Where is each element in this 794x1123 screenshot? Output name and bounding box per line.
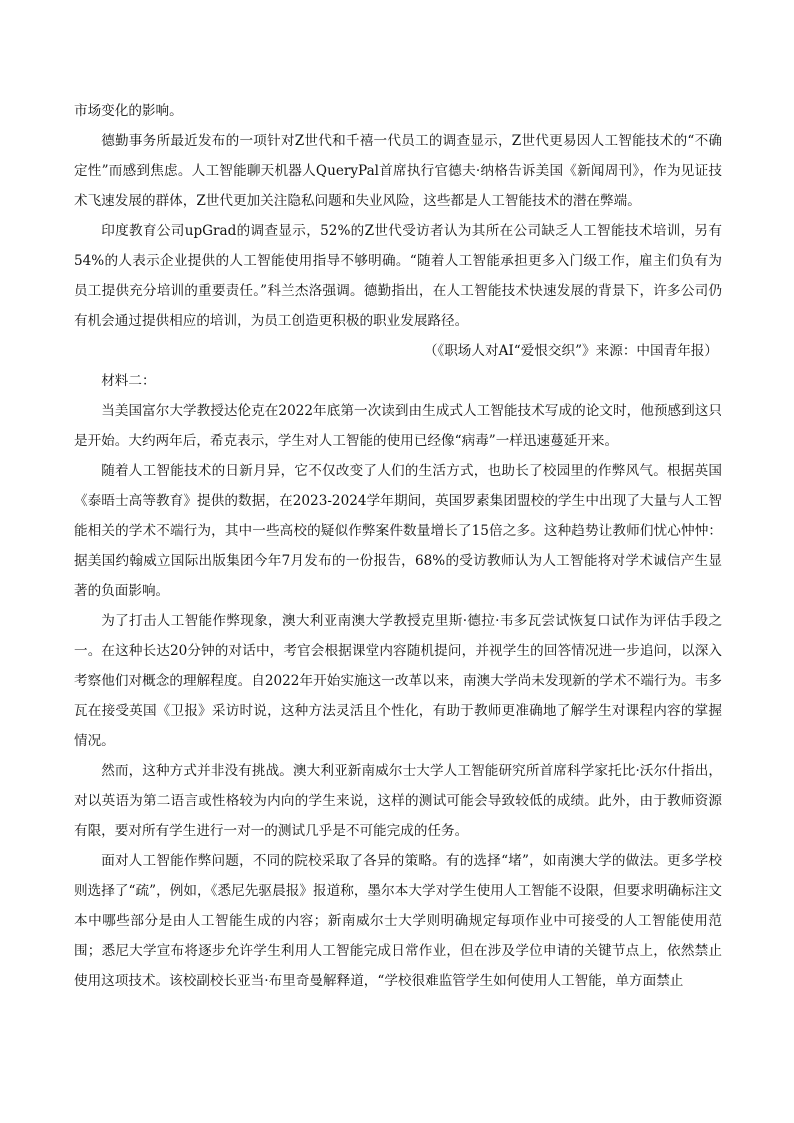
paragraph-deloitte: 德勤事务所最近发布的一项针对Z世代和千禧一代员工的调查显示，Z世代更易因人工智能技术的“不确定性”而感到焦虑。人工智能聊天机器人QueryPal首席执行官德夫·纳格告诉美国《新闻周刊》，作为见证技术飞速发展的群体，Z世代更加关注隐私问题和失业风险，这些都是人工智能技术的潜在弊端。 [74,133,722,209]
source-citation: （《职场人对AI“爱恨交织”》来源：中国青年报） [423,343,718,359]
paragraph-uk-data: 随着人工智能技术的日新月异，它不仅改变了人们的生活方式，也助长了校园里的作弊风气。根据英国《泰晤士高等教育》提供的数据，在2023-2024学年期间，英国罗素集团盟校的学生中出现了大量与人工智能相关的学术不端行为，其中一些高校的疑似作弊案件数量增长了15倍之多。这种趋势让教师们忧心忡忡：据美国约翰威立国际出版集团今年7月发布的一份报告，68%的受访教师认为人工智能将对学术诚信产生显著的负面影响。 [74,463,722,599]
material-two-label: 材料二： [101,373,156,389]
paragraph-continuation: 市场变化的影响。 [74,103,183,119]
paragraph-cornell: 当美国富尔大学教授达伦克在2022年底第一次读到由生成式人工智能技术写成的论文时，他预感到这只是开始。大约两年后，希克表示，学生对人工智能的使用已经像“病毒”一样迅速蔓延开来。 [74,403,722,449]
paragraph-challenges: 然而，这种方式并非没有挑战。澳大利亚新南威尔士大学人工智能研究所首席科学家托比·沃尔什指出，对以英语为第二语言或性格较为内向的学生来说，这样的测试可能会导致较低的成绩。此外，由于教师资源有限，要对所有学生进行一对一的测试几乎是不可能完成的任务。 [74,763,722,839]
paragraph-strategies: 面对人工智能作弊问题，不同的院校采取了各异的策略。有的选择“堵”，如南澳大学的做法。更多学校则选择了“疏”，例如，《悉尼先驱晨报》报道称，墨尔本大学对学生使用人工智能不设限，但要求明确标注文本中哪些部分是由人工智能生成的内容；新南威尔士大学则明确规定每项作业中可接受的人工智能使用范围；悉尼大学宣布将逐步允许学生利用人工智能完成日常作业，但在涉及学位申请的关键节点上，依然禁止使用这项技术。该校副校长亚当·布里奇曼解释道，“学校很难监管学生如何使用人工智能，单方面禁止 [74,853,722,989]
paragraph-upgrad: 印度教育公司upGrad的调查显示，52%的Z世代受访者认为其所在公司缺乏人工智能技术培训，另有54%的人表示企业提供的人工智能使用指导不够明确。“随着人工智能承担更多入门级工作，雇主们负有为员工提供充分培训的重要责任。”科兰杰洛强调。德勤指出，在人工智能技术快速发展的背景下，许多公司仍有机会通过提供相应的培训，为员工创造更积极的职业发展路径。 [74,223,722,329]
paragraph-oral-exam: 为了打击人工智能作弊现象，澳大利亚南澳大学教授克里斯·德拉·韦多瓦尝试恢复口试作为评估手段之一。在这种长达20分钟的对话中，考官会根据课堂内容随机提问，并视学生的回答情况进一步追问，以深入考察他们对概念的理解程度。自2022年开始实施这一改革以来，南澳大学尚未发现新的学术不端行为。韦多瓦在接受英国《卫报》采访时说，这种方法灵活且个性化，有助于教师更准确地了解学生对课程内容的掌握情况。 [74,613,722,749]
